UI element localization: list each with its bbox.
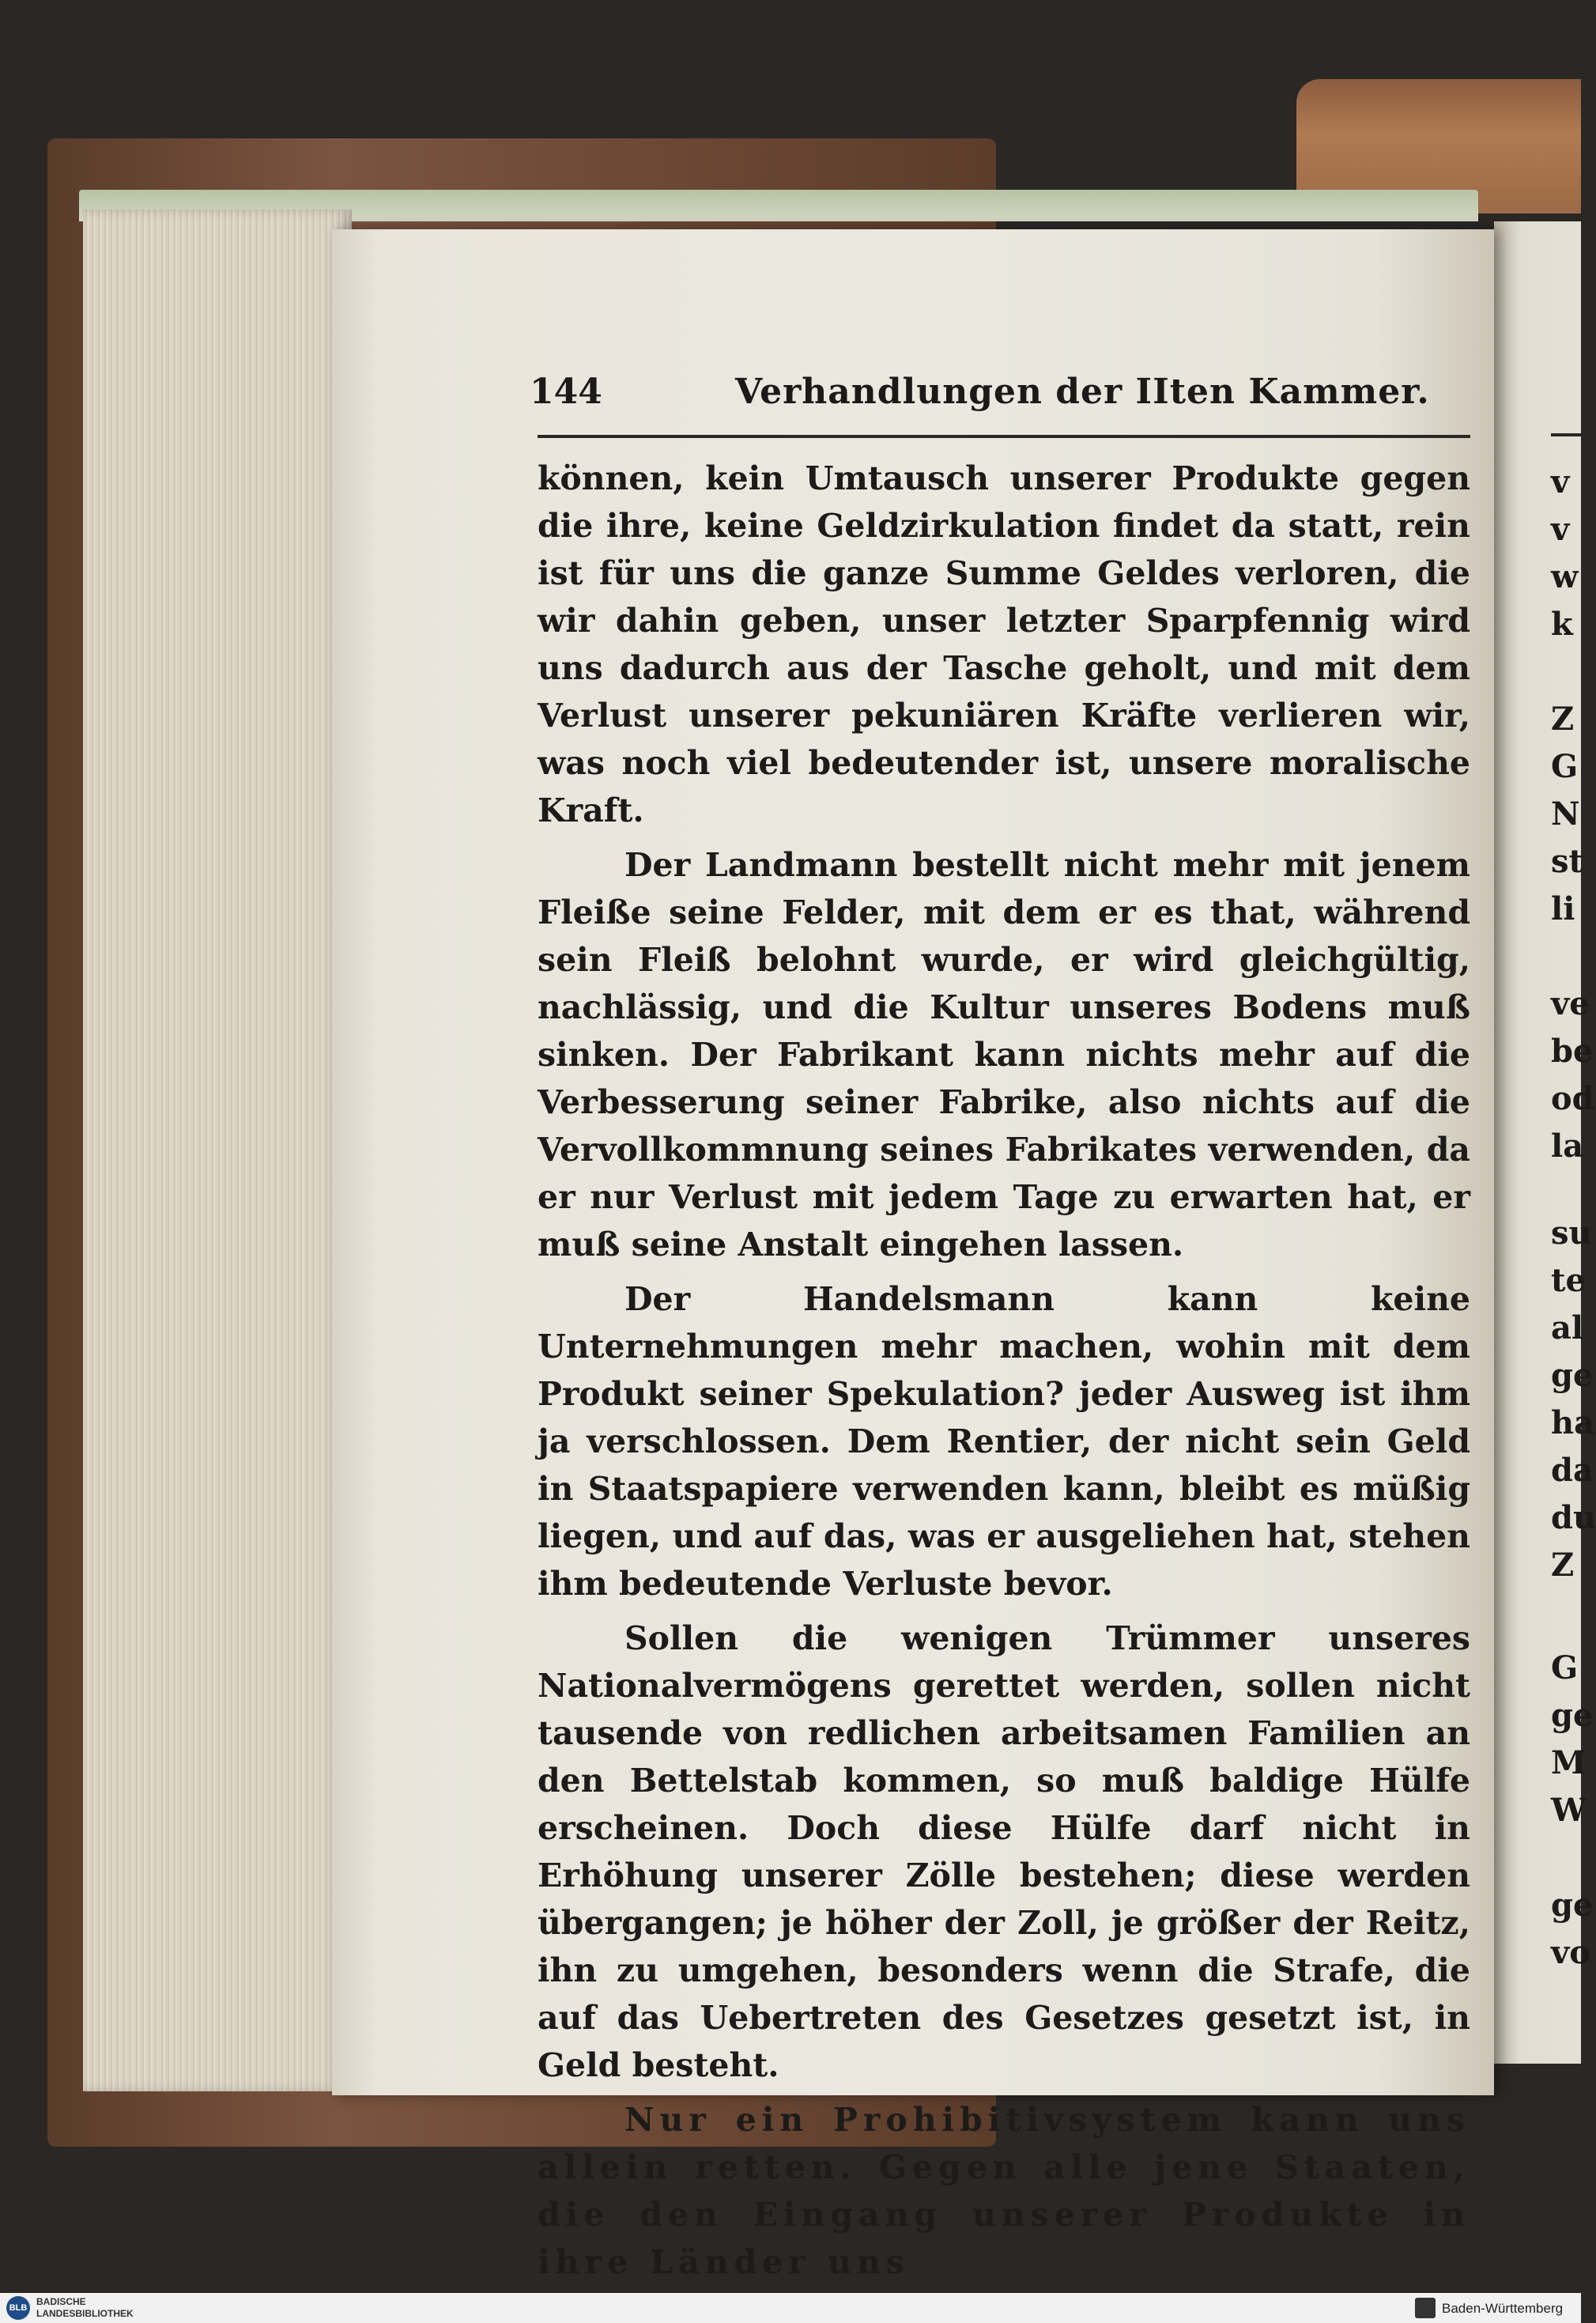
facing-fragment: su [1551, 1214, 1592, 1252]
viewer-footer [0, 2293, 1581, 2323]
facing-fragment: st [1551, 843, 1583, 880]
facing-fragment: ha [1551, 1404, 1594, 1441]
facing-fragment: v [1551, 511, 1570, 548]
facing-fragments-mid [1551, 696, 1581, 933]
state-name: Baden-Württemberg [1442, 2301, 1564, 2316]
facing-fragment: ge [1551, 1887, 1594, 1924]
facing-fragment: li [1551, 890, 1575, 927]
facing-fragment: od [1551, 1080, 1594, 1117]
paragraph-3: Der Handelsmann kann keine Unternehmungen mehr machen, wohin mit dem Produkt seiner Spekulation? jeder Ausweg ist ihm ja verschlossen. Dem Rentier, der nicht sein Geld in Staatspapiere verwenden kann, bleibt es müßig liegen, und auf das, was er ausgeliehen hat, stehen ihm bedeutende Verluste bevor. [538, 1280, 1470, 1603]
facing-fragment: te [1551, 1262, 1586, 1299]
facing-fragments-low [1551, 980, 1594, 1170]
paragraph-4: Sollen die wenigen Trümmer unseres Nationalvermögens gerettet werden, sollen nicht tausende von redlichen arbeitsamen Familien an den Bettelstab kommen, so muß baldige Hülfe erscheinen. Doch diese Hülfe darf nicht in Erhöhung unserer Zölle bestehen; diese werden übergangen; je höher der Zoll, je größer der Reitz, ihn zu umgehen, besonders wenn die Strafe, die auf das Uebertreten des Gesetzes gesetzt ist, in Geld besteht. [538, 1619, 1470, 2084]
facing-fragment: al [1551, 1309, 1584, 1347]
facing-fragment: G [1551, 748, 1579, 785]
facing-fragment: be [1551, 1033, 1594, 1070]
facing-fragment: ve [1551, 985, 1590, 1022]
facing-fragment: k [1551, 606, 1573, 643]
page-body [538, 455, 1470, 2293]
facing-fragments-bottom [1551, 1645, 1594, 1834]
paragraph-1: können, kein Umtausch unserer Produkte gegen die ihre, keine Geldzirkulation findet da statt, rein ist für uns die ganze Summe Geldes verloren, die wir dahin geben, unser letzter Sparpfennig wird uns dadurch aus der Tasche geholt, und mit dem Verlust unserer pekuniären Kräfte verlieren wir, was noch viel bedeutender ist, unsere moralische Kraft. [538, 459, 1470, 829]
page-header [530, 372, 1470, 419]
facing-fragment: Z [1551, 701, 1575, 738]
facing-fragment: la [1551, 1128, 1584, 1165]
facing-fragment: W [1551, 1792, 1587, 1829]
facing-fragment: N [1551, 795, 1580, 833]
facing-fragments-end [1551, 1882, 1594, 1977]
running-title: Verhandlungen der IIten Kammer. [735, 372, 1430, 412]
library-name: BADISCHE LANDESBIBLIOTHEK [36, 2296, 134, 2319]
paragraph-5: Nur ein Prohibitivsystem kann uns allein retten. Gegen alle jene Staaten, die den Eingang unserer Produkte in ihre Länder uns [538, 2101, 1470, 2281]
header-rule [538, 435, 1470, 438]
state-coat-of-arms-icon [1415, 2298, 1436, 2318]
facing-fragment: Z [1551, 1547, 1575, 1584]
facing-fragment: G [1551, 1649, 1579, 1687]
facing-fragment: ge [1551, 1357, 1594, 1394]
facing-fragment: ge [1551, 1697, 1594, 1734]
facing-fragments-top [1551, 459, 1581, 648]
facing-fragments-lower [1551, 1210, 1596, 1589]
paragraph-2: Der Landmann bestellt nicht mehr mit jenem Fleiße seine Felder, mit dem er es that, während sein Fleiß belohnt wurde, er wird gleichgültig, nachlässig, und die Kultur unseres Bodens muß sinken. Der Fabrikant kann nichts mehr auf die Verbesserung seiner Fabrike, also nichts auf die Vervollkommnung seines Fabrikates verwenden, da er nur Verlust mit jedem Tage zu erwarten hat, er muß seine Anstalt eingehen lassen. [538, 846, 1470, 1263]
page-block-fore-edge [83, 210, 352, 2091]
facing-fragment: da [1551, 1452, 1594, 1489]
library-logo-icon: BLB [6, 2296, 30, 2320]
facing-page-rule [1551, 433, 1581, 436]
page-number: 144 [530, 372, 602, 412]
facing-fragment: du [1551, 1499, 1596, 1536]
facing-fragment: M [1551, 1744, 1587, 1781]
facing-fragment: w [1551, 558, 1579, 595]
facing-fragment: v [1551, 463, 1570, 500]
facing-fragment: vo [1551, 1934, 1590, 1971]
